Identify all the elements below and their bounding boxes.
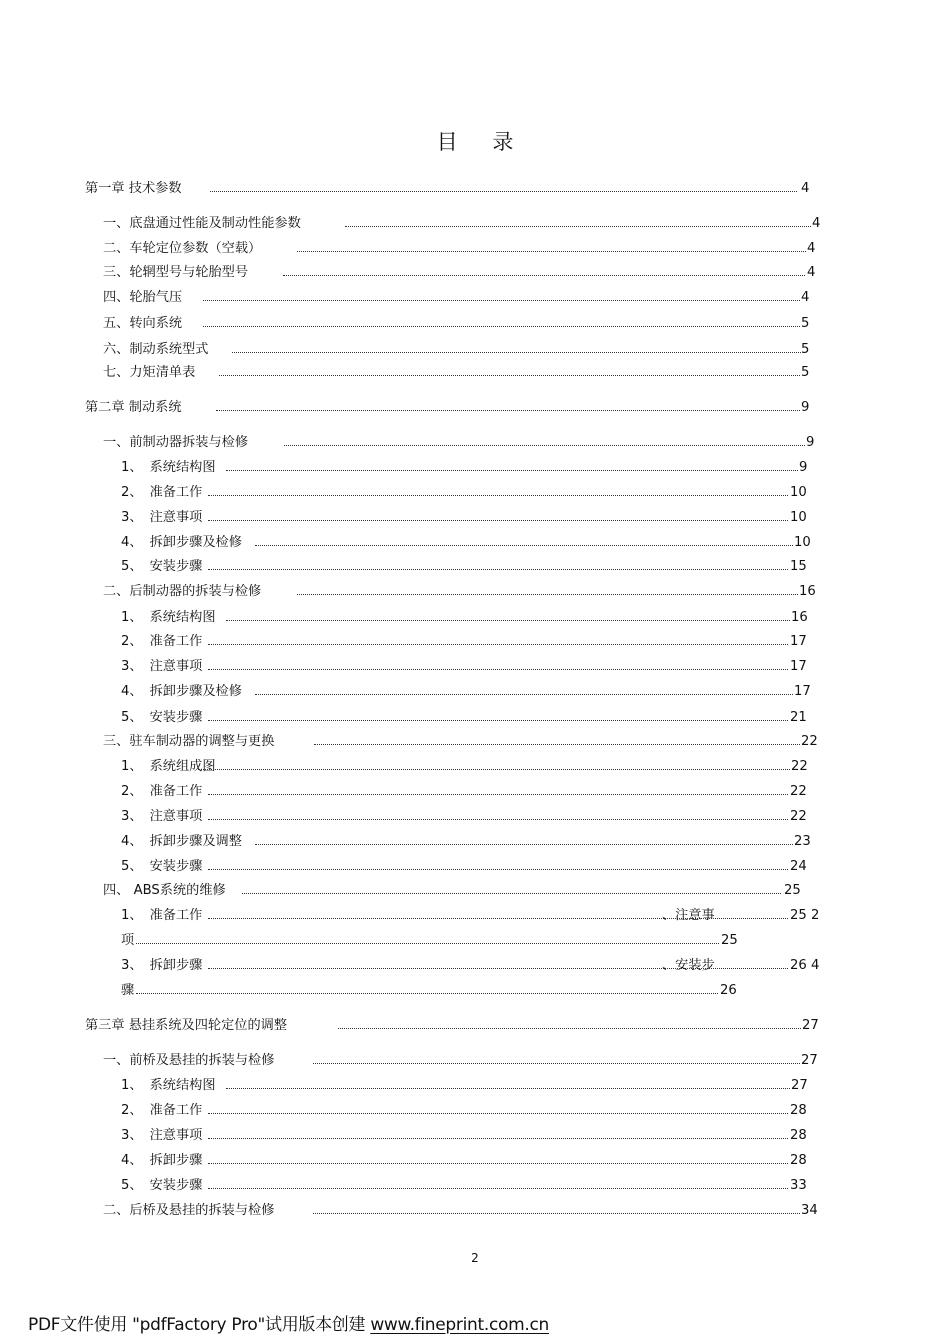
toc-leader-dots [208, 1163, 788, 1164]
toc-leader-dots [208, 794, 788, 795]
toc-overlay-fragment: 、安装步 [662, 958, 715, 973]
toc-entry-label [121, 484, 202, 502]
toc-entry-text: 注意事项 [149, 659, 203, 674]
toc-entry-text: 四、轮胎气压 [103, 290, 183, 305]
toc-entry-text: 一、底盘通过性能及制动性能参数 [103, 216, 301, 231]
toc-leader-dots [219, 375, 800, 376]
toc-leader-dots [136, 943, 719, 944]
toc-entry-text: 拆卸步骤及调整 [149, 834, 242, 849]
toc-page-number: 9 [799, 460, 808, 475]
toc-entry-label [103, 583, 261, 601]
toc-entry-label [103, 434, 248, 452]
toc-leader-dots [226, 1088, 790, 1089]
toc-page-number: 22 [791, 759, 808, 774]
toc-entry-label [103, 315, 182, 333]
toc-entry-text: 拆卸步骤 [149, 1153, 203, 1168]
toc-entry-label [121, 808, 202, 826]
toc-entry-text: 第二章 制动系统 [85, 400, 182, 415]
toc-entry-text: 一、前制动器拆装与检修 [103, 435, 249, 450]
toc-leader-dots [136, 993, 718, 994]
toc-entry-label [121, 459, 216, 477]
toc-page-number: 4 [801, 181, 810, 196]
toc-entry-text: 项 [121, 933, 135, 948]
toc-entry-text: 注意事项 [149, 510, 203, 525]
toc-entry[interactable] [121, 833, 824, 851]
toc-page-number: 28 [790, 1128, 807, 1143]
toc-entry-number: 5、 [121, 859, 143, 874]
toc-entry-label [121, 1102, 202, 1120]
toc-page-number: 27 [801, 1053, 818, 1068]
toc-leader-dots [297, 251, 806, 252]
toc-leader-dots [283, 275, 805, 276]
toc-entry-text: 拆卸步骤及检修 [149, 684, 242, 699]
toc-page-number: 24 [790, 859, 807, 874]
toc-page-number: 17 [790, 634, 807, 649]
toc-page-number: 17 [794, 684, 811, 699]
toc-entry[interactable] [121, 957, 820, 975]
toc-leader-dots [208, 869, 788, 870]
toc-entry[interactable] [103, 882, 814, 900]
toc-leader-dots [208, 644, 788, 645]
toc-entry-text: 注意事项 [149, 809, 203, 824]
toc-entry-text: 准备工作 [149, 784, 203, 799]
toc-page-number: 4 [807, 265, 816, 280]
toc-leader-dots [284, 445, 805, 446]
toc-entry-label [121, 833, 242, 851]
toc-entry-text: 第三章 悬挂系统及四轮定位的调整 [85, 1018, 288, 1033]
toc-entry-number: 4、 [121, 684, 143, 699]
toc-entry-number: 3、 [121, 958, 143, 973]
toc-entry-text: 三、轮辋型号与轮胎型号 [103, 265, 249, 280]
toc-entry[interactable] [121, 709, 820, 727]
toc-page-number: 22 [790, 809, 807, 824]
toc-entry[interactable] [103, 1202, 831, 1220]
toc-entry-label [121, 709, 202, 727]
toc-entry[interactable] [121, 858, 820, 876]
toc-page-number: 25 2 [790, 908, 820, 923]
toc-page-number: 26 [720, 983, 737, 998]
toc-entry[interactable] [121, 534, 824, 552]
toc-leader-dots [208, 819, 788, 820]
toc-leader-dots [208, 495, 788, 496]
toc-page-number: 17 [790, 659, 807, 674]
toc-entry-label [103, 215, 301, 233]
toc-entry-label [85, 399, 182, 417]
toc-entry[interactable] [103, 583, 829, 601]
toc-entry-label [121, 1152, 202, 1170]
toc-entry-text: 拆卸步骤及检修 [149, 535, 242, 550]
toc-entry[interactable] [103, 215, 842, 233]
toc-entry[interactable] [121, 484, 820, 502]
toc-entry[interactable] [103, 733, 831, 751]
toc-page-number: 9 [806, 435, 815, 450]
toc-entry-text: 系统组成图 [149, 759, 216, 774]
toc-leader-dots [208, 1113, 788, 1114]
toc-entry[interactable] [103, 1052, 831, 1070]
toc-entry-label [121, 982, 134, 1000]
toc-entry[interactable] [121, 633, 820, 651]
toc-page-number: 4 [807, 241, 816, 256]
toc-page-number: 5 [801, 365, 810, 380]
toc-entry[interactable] [121, 1127, 820, 1145]
toc-entry-text: 安装步骤 [149, 859, 203, 874]
toc-leader-dots [208, 1188, 788, 1189]
toc-entry[interactable] [121, 558, 820, 576]
toc-entry-label [121, 932, 134, 950]
toc-entry[interactable] [85, 1017, 832, 1035]
toc-page-number: 10 [790, 510, 807, 525]
toc-page-number: 22 [801, 734, 818, 749]
toc-entry-text: 一、前桥及悬挂的拆装与检修 [103, 1053, 275, 1068]
toc-entry-text: 七、力矩清单表 [103, 365, 196, 380]
toc-entry-text: 二、后制动器的拆装与检修 [103, 584, 262, 599]
toc-entry-label [121, 957, 202, 975]
toc-entry-text: 四、 ABS系统的维修 [103, 883, 226, 898]
toc-entry-label [85, 180, 182, 198]
toc-leader-dots [345, 226, 811, 227]
toc-entry-label [121, 683, 242, 701]
toc-entry[interactable] [121, 808, 820, 826]
toc-entry-label [103, 341, 209, 359]
toc-page-number: 26 4 [790, 958, 820, 973]
toc-entry-number: 3、 [121, 809, 143, 824]
toc-leader-dots [208, 720, 788, 721]
toc-entry-text: 系统结构图 [149, 610, 216, 625]
toc-entry-text: 骤 [121, 983, 135, 998]
toc-entry[interactable] [121, 1077, 821, 1095]
toc-entry[interactable] [121, 1177, 820, 1195]
toc-entry[interactable] [103, 264, 837, 282]
toc-entry-number: 1、 [121, 1078, 143, 1093]
toc-title: 目 录 [436, 130, 528, 154]
toc-entry-number: 3、 [121, 510, 143, 525]
toc-entry-label [85, 1017, 287, 1035]
toc-leader-dots [226, 620, 790, 621]
toc-entry[interactable] [103, 341, 831, 359]
toc-entry-text: 准备工作 [149, 1103, 203, 1118]
page-number: 2 [471, 1251, 479, 1265]
toc-page-number: 25 [721, 933, 738, 948]
toc-entry-text: 准备工作 [149, 634, 203, 649]
toc-entry[interactable] [121, 982, 750, 1000]
toc-leader-dots [297, 594, 798, 595]
toc-entry-text: 三、驻车制动器的调整与更换 [103, 734, 275, 749]
toc-entry[interactable] [121, 658, 820, 676]
toc-entry-number: 5、 [121, 559, 143, 574]
toc-entry[interactable] [121, 609, 821, 627]
toc-entry-text: 准备工作 [149, 485, 203, 500]
toc-entry[interactable] [121, 907, 820, 925]
toc-entry-text: 二、后桥及悬挂的拆装与检修 [103, 1203, 275, 1218]
toc-entry[interactable] [85, 180, 831, 198]
toc-entry-label [121, 907, 202, 925]
toc-entry-number: 4、 [121, 1153, 143, 1168]
toc-page-number: 9 [801, 400, 810, 415]
toc-entry-label [103, 289, 182, 307]
toc-leader-dots [338, 1028, 801, 1029]
toc-page-number: 10 [790, 485, 807, 500]
toc-entry-number: 1、 [121, 908, 143, 923]
toc-entry-text: 注意事项 [149, 1128, 203, 1143]
toc-entry-number: 4、 [121, 834, 143, 849]
toc-entry[interactable] [121, 758, 821, 776]
toc-entry[interactable] [103, 315, 831, 333]
toc-entry[interactable] [103, 364, 831, 382]
toc-page-number: 16 [799, 584, 816, 599]
toc-page-number: 4 [812, 216, 821, 231]
toc-leader-dots [313, 1063, 800, 1064]
toc-entry-number: 1、 [121, 759, 143, 774]
toc-entry-number: 1、 [121, 610, 143, 625]
toc-entry-label [121, 658, 202, 676]
toc-page-number: 16 [791, 610, 808, 625]
toc-leader-dots [255, 545, 793, 546]
toc-entry[interactable] [103, 434, 836, 452]
toc-entry-label [121, 1177, 202, 1195]
toc-entry[interactable] [103, 289, 831, 307]
toc-leader-dots [216, 410, 800, 411]
toc-entry[interactable] [121, 1102, 820, 1120]
toc-leader-dots [208, 669, 788, 670]
toc-page-number: 25 [784, 883, 801, 898]
toc-entry-number: 5、 [121, 1178, 143, 1193]
toc-entry-label [121, 509, 202, 527]
toc-page-number: 4 [801, 290, 810, 305]
toc-entry-label [103, 240, 261, 258]
toc-entry[interactable] [121, 1152, 820, 1170]
toc-entry-text: 安装步骤 [149, 710, 203, 725]
toc-entry-number: 2、 [121, 634, 143, 649]
toc-entry-text: 五、转向系统 [103, 316, 183, 331]
toc-entry-label [121, 783, 202, 801]
toc-entry-text: 安装步骤 [149, 1178, 203, 1193]
toc-entry-number: 5、 [121, 710, 143, 725]
toc-entry-label [103, 733, 274, 751]
toc-page-number: 10 [794, 535, 811, 550]
footer-url-link[interactable]: www.fineprint.com.cn [370, 1315, 549, 1335]
toc-entry-label [103, 882, 226, 900]
toc-leader-dots [314, 744, 800, 745]
toc-leader-dots [208, 1138, 788, 1139]
toc-page-number: 28 [790, 1103, 807, 1118]
toc-leader-dots [198, 769, 790, 770]
toc-leader-dots [232, 352, 801, 353]
toc-leader-dots [226, 470, 798, 471]
toc-overlay-fragment: 、注意事 [662, 908, 715, 923]
toc-page-number: 21 [790, 710, 807, 725]
toc-entry-label [121, 534, 242, 552]
toc-entry[interactable] [121, 683, 824, 701]
toc-entry-number: 2、 [121, 1103, 143, 1118]
toc-entry-text: 拆卸步骤 [149, 958, 203, 973]
toc-page-number: 27 [802, 1018, 819, 1033]
toc-page-number: 5 [801, 316, 810, 331]
toc-entry-text: 系统结构图 [149, 460, 216, 475]
toc-entry-text: 第一章 技术参数 [85, 181, 182, 196]
toc-leader-dots [210, 191, 797, 192]
toc-entry-label [121, 558, 202, 576]
toc-entry-text: 六、制动系统型式 [103, 342, 209, 357]
toc-leader-dots [208, 520, 788, 521]
toc-entry-label [103, 1052, 274, 1070]
toc-leader-dots [203, 300, 800, 301]
toc-entry-label [103, 1202, 274, 1220]
toc-entry-label [121, 1127, 202, 1145]
toc-entry-number: 3、 [121, 659, 143, 674]
footer-text: PDF文件使用 "pdfFactory Pro"试用版本创建 [28, 1315, 371, 1335]
toc-entry-label [103, 264, 248, 282]
toc-leader-dots [208, 569, 788, 570]
toc-entry-label [121, 609, 216, 627]
toc-entry-number: 3、 [121, 1128, 143, 1143]
pdf-footer [28, 1310, 549, 1335]
toc-page-number: 23 [794, 834, 811, 849]
toc-entry[interactable] [121, 932, 751, 950]
toc-page-number: 5 [801, 342, 810, 357]
toc-entry-text: 准备工作 [149, 908, 203, 923]
toc-entry[interactable] [121, 459, 829, 477]
toc-entry-number: 4、 [121, 535, 143, 550]
toc-page-number: 28 [790, 1153, 807, 1168]
toc-entry-label [121, 633, 202, 651]
toc-leader-dots [255, 694, 793, 695]
toc-entry[interactable] [85, 399, 831, 417]
toc-leader-dots [242, 893, 781, 894]
toc-leader-dots [255, 844, 793, 845]
toc-entry-text: 安装步骤 [149, 559, 203, 574]
toc-entry-label [121, 858, 202, 876]
toc-entry-label [121, 758, 216, 776]
toc-entry[interactable] [103, 240, 837, 258]
toc-leader-dots [203, 326, 800, 327]
toc-page-number: 22 [790, 784, 807, 799]
toc-page-number: 33 [790, 1178, 807, 1193]
toc-entry-number: 2、 [121, 485, 143, 500]
toc-entry-number: 2、 [121, 784, 143, 799]
toc-entry[interactable] [121, 783, 820, 801]
toc-page-number: 15 [790, 559, 807, 574]
toc-page-number: 34 [801, 1203, 818, 1218]
toc-entry-text: 二、车轮定位参数（空载） [103, 241, 262, 256]
toc-page-number: 27 [791, 1078, 808, 1093]
toc-entry-text: 系统结构图 [149, 1078, 216, 1093]
toc-entry[interactable] [121, 509, 820, 527]
toc-entry-label [103, 364, 195, 382]
toc-entry-label [121, 1077, 216, 1095]
toc-entry-number: 1、 [121, 460, 143, 475]
toc-leader-dots [313, 1213, 800, 1214]
